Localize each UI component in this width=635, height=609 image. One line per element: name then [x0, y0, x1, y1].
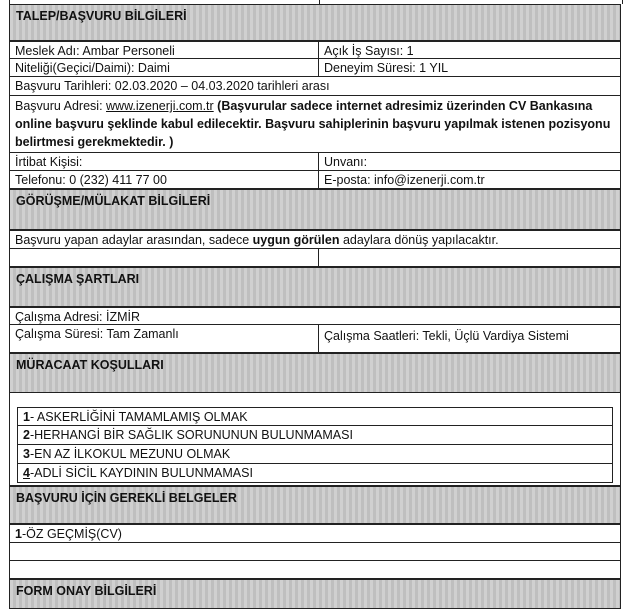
item-text: -EN AZ İLKOKUL MEZUNU OLMAK: [29, 447, 231, 461]
unvan-cell: Unvanı:: [324, 155, 368, 169]
table-row: [9, 230, 621, 249]
section-title: MÜRACAAT KOŞULLARI: [16, 358, 164, 372]
table-row: [9, 41, 621, 59]
table-row: [9, 524, 621, 543]
eposta-cell: E-posta: info@izenerji.com.tr: [324, 173, 485, 187]
section-header-gorusme: [9, 189, 621, 230]
table-row: [9, 307, 621, 325]
list-item: [17, 407, 613, 426]
table-row: [9, 171, 621, 189]
table-row: [9, 77, 621, 96]
list-item: [17, 426, 613, 445]
table-row-empty: [9, 543, 621, 561]
item-number: 3: [23, 447, 30, 461]
gorusme-emphasis: uygun görülen: [252, 233, 340, 247]
section-title: FORM ONAY BİLGİLERİ: [16, 584, 157, 598]
section-header-belgeler: [9, 486, 621, 524]
section-title: TALEP/BAŞVURU BİLGİLERİ: [16, 9, 187, 23]
irtibat-cell: İrtibat Kişisi:: [10, 153, 319, 170]
item-number: 1: [23, 410, 30, 424]
calisma-suresi-cell: Çalışma Süresi: Tam Zamanlı: [10, 325, 319, 352]
website-link[interactable]: www.izenerji.com.tr: [106, 99, 214, 113]
section-header-talep: [9, 4, 621, 41]
item-number: 2: [23, 428, 30, 442]
table-row-empty: [9, 561, 621, 579]
adres-label: Başvuru Adresi:: [15, 99, 107, 113]
telefon-cell: Telefonu: 0 (232) 411 77 00: [10, 171, 319, 188]
item-text: -ÖZ GEÇMİŞ(CV): [21, 527, 122, 541]
item-number: 4: [23, 466, 30, 480]
item-number: 1: [15, 527, 22, 541]
item-text: - ASKERLİĞİNİ TAMAMLAMIŞ OLMAK: [29, 410, 248, 424]
section-header-calisma: [9, 267, 621, 307]
item-text: -ADLİ SİCİL KAYDININ BULUNMAMASI: [29, 466, 253, 480]
section-title: ÇALIŞMA ŞARTLARI: [16, 272, 140, 286]
acik-is-cell: Açık İş Sayısı: 1: [324, 44, 414, 58]
adres-cell: [10, 96, 620, 152]
gorusme-text: [10, 231, 620, 248]
table-row: [9, 59, 621, 77]
section-title: BAŞVURU İÇİN GEREKLİ BELGELER: [16, 491, 237, 505]
tarihler-cell: Başvuru Tarihleri: 02.03.2020 – 04.03.2020 tarihleri arası: [15, 79, 330, 93]
list-item: [17, 464, 613, 483]
list-item: [17, 445, 613, 464]
meslek-cell: Meslek Adı: Ambar Personeli: [10, 42, 319, 58]
nitelik-cell: Niteliği(Geçici/Daimi): Daimi: [10, 59, 319, 76]
item-text: -HERHANGİ BİR SAĞLIK SORUNUNUN BULUNMAMASI: [29, 428, 353, 442]
deneyim-cell: Deneyim Süresi: 1 YIL: [324, 61, 449, 75]
calisma-adresi-cell: Çalışma Adresi: İZMİR: [15, 310, 141, 324]
gorusme-text-c: adaylara dönüş yapılacaktır.: [339, 233, 499, 247]
section-header-muracaat: [9, 353, 621, 393]
adres-note: (Başvurular sadece internet adresimiz üzerinden CV Bankasına online başvuru şeklinde kabul edilecektir. Başvuru sahiplerinin başvuru yapılmak istenen pozisyonu belirtmesi gerekmektedir. ): [15, 99, 611, 149]
table-row: [9, 153, 621, 171]
table-row: [9, 325, 621, 353]
section-header-form: [9, 579, 621, 609]
table-row-empty: [9, 249, 621, 267]
calisma-saatleri-cell: Çalışma Saatleri: Tekli, Üçlü Vardiya Sistemi: [324, 329, 569, 343]
gorusme-text-a: Başvuru yapan adaylar arasından, sadece: [15, 233, 253, 247]
belge-cell: [10, 525, 620, 542]
section-title: GÖRÜŞME/MÜLAKAT BİLGİLERİ: [16, 194, 211, 208]
table-row: [9, 96, 621, 153]
